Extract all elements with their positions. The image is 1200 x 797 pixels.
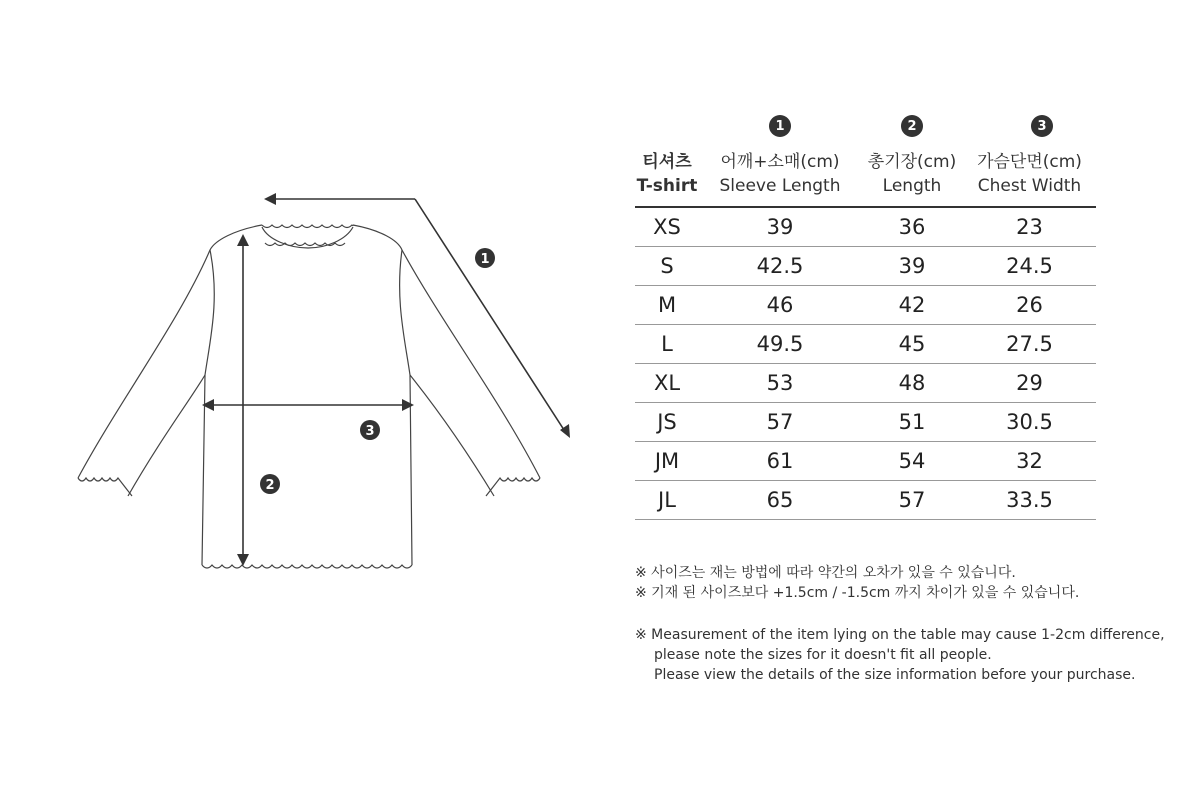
size-value: 39	[898, 254, 926, 278]
table-row	[635, 364, 1096, 403]
size-label: JS	[657, 410, 677, 434]
svg-text:1: 1	[480, 252, 490, 267]
size-label: JL	[658, 488, 676, 512]
table-row	[635, 403, 1096, 442]
header-length-ko: 총기장(cm)	[867, 152, 957, 172]
header-chest-en: Chest Width	[977, 176, 1082, 196]
marker-2	[260, 474, 280, 494]
size-value: 53	[766, 371, 794, 395]
size-value: 39	[766, 215, 794, 239]
header-length-en: Length	[882, 176, 942, 196]
table-row	[635, 481, 1096, 520]
size-value: 48	[898, 371, 926, 395]
size-label: XL	[653, 371, 681, 395]
size-table	[635, 112, 1096, 520]
size-value: 36	[898, 215, 926, 239]
size-value: 23	[1016, 215, 1043, 239]
size-label: M	[657, 293, 677, 317]
note-en-2: please note the sizes for it doesn't fit all people.	[654, 647, 992, 663]
header-sleeve	[699, 142, 861, 206]
size-value: 30.5	[1006, 410, 1053, 434]
header-sleeve-en: Sleeve Length	[719, 176, 841, 196]
table-row	[635, 325, 1096, 364]
table-body	[635, 208, 1096, 520]
size-label: XS	[653, 215, 681, 239]
header-tshirt	[635, 142, 699, 206]
column-number-row	[635, 112, 1096, 142]
svg-text:3: 3	[365, 424, 375, 439]
header-chest-ko: 가슴단면(cm)	[977, 152, 1082, 172]
length-arrow	[237, 234, 249, 566]
note-en-1: ※ Measurement of the item lying on the table may cause 1-2cm difference,	[635, 627, 1165, 643]
note-ko-1: ※ 사이즈는 재는 방법에 따라 약간의 오차가 있을 수 있습니다.	[635, 565, 1016, 581]
size-value: 49.5	[756, 332, 804, 356]
size-value: 45	[898, 332, 926, 356]
marker-1	[475, 248, 495, 268]
header-sleeve-ko: 어깨+소매(cm)	[720, 152, 840, 172]
tshirt-outline	[78, 225, 540, 568]
size-notes	[635, 563, 1165, 685]
size-value: 57	[898, 488, 926, 512]
size-value: 42.5	[756, 254, 804, 278]
size-label: L	[661, 332, 673, 356]
chest-width-arrow	[202, 399, 414, 411]
size-value: 33.5	[1006, 488, 1053, 512]
table-row	[635, 286, 1096, 325]
header-chest	[963, 142, 1096, 206]
table-row	[635, 247, 1096, 286]
marker-3	[360, 420, 380, 440]
size-value: 46	[766, 293, 794, 317]
note-en-3: Please view the details of the size information before your purchase.	[654, 667, 1136, 683]
column-number-2: 2	[901, 115, 923, 137]
size-value: 51	[898, 410, 926, 434]
svg-text:2: 2	[265, 478, 275, 493]
size-label: JM	[654, 449, 680, 473]
size-value: 32	[1016, 449, 1043, 473]
table-row	[635, 442, 1096, 481]
header-tshirt-en: T-shirt	[636, 176, 698, 196]
column-number-3: 3	[1031, 115, 1053, 137]
header-tshirt-ko: 티셔츠	[642, 152, 692, 172]
sleeve-length-arrow	[264, 193, 570, 438]
table-row	[635, 208, 1096, 247]
size-value: 61	[766, 449, 794, 473]
size-value: 54	[898, 449, 926, 473]
table-header	[635, 142, 1096, 208]
size-value: 57	[766, 410, 794, 434]
header-length	[861, 142, 963, 206]
size-value: 42	[898, 293, 926, 317]
size-value: 29	[1016, 371, 1043, 395]
size-value: 24.5	[1006, 254, 1053, 278]
size-label: S	[660, 254, 674, 278]
size-value: 65	[766, 488, 794, 512]
size-value: 26	[1016, 293, 1043, 317]
size-value: 27.5	[1006, 332, 1053, 356]
column-number-1: 1	[769, 115, 791, 137]
note-ko-2: ※ 기재 된 사이즈보다 +1.5cm / -1.5cm 까지 차이가 있을 수 있습니다.	[635, 585, 1080, 601]
